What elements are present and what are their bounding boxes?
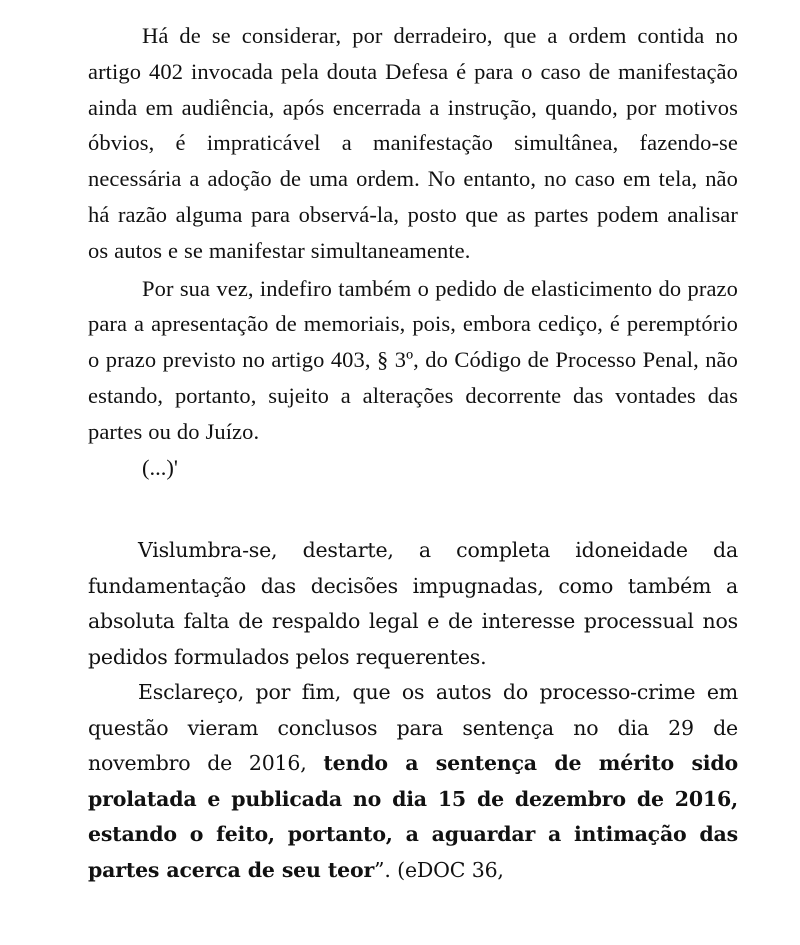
- body-text-block: [88, 533, 738, 888]
- body-paragraph-2-lead: Esclareço, por fim, que os autos do processo-crime em questão vieram conclusos para sentença no dia 29 de novembro de 2016,: [88, 680, 738, 776]
- section-spacer: [88, 485, 738, 533]
- body-paragraph-2: [88, 675, 738, 888]
- quoted-excerpt-block: [88, 18, 738, 485]
- quote-closing-mark: (...)': [142, 454, 178, 480]
- body-paragraph-1: Vislumbra-se, destarte, a completa idoneidade da fundamentação das decisões impugnadas, como também a absoluta falta de respaldo legal e de interesse processual nos pedidos formulados pelos requerentes.: [88, 538, 738, 669]
- body-paragraph-2-bold: tendo a sentença de mérito sido prolatada e publicada no dia 15 de dezembro de 2016, estando o feito, portanto, a aguardar a intimação das partes acerca de seu teor: [88, 751, 738, 882]
- body-paragraph-2-tail: ”. (eDOC 36,: [374, 857, 504, 882]
- quoted-paragraph-2: Por sua vez, indefiro também o pedido de elasticimento do prazo para a apresentação de memoriais, pois, embora cediço, é peremptório o prazo previsto no artigo 403, § 3º, do Código de Processo Penal, não estando, portanto, sujeito a alterações decorrente das vontades das partes ou do Juízo.: [88, 275, 738, 444]
- quoted-paragraph-1: Há de se considerar, por derradeiro, que a ordem contida no artigo 402 invocada pela douta Defesa é para o caso de manifestação ainda em audiência, após encerrada a instrução, quando, por motivos óbvios, é impraticável a manifestação simultânea, fazendo-se necessária a adoção de uma ordem. No entanto, no caso em tela, não há razão alguma para observá-la, posto que as partes podem analisar os autos e se manifestar simultaneamente.: [88, 23, 738, 263]
